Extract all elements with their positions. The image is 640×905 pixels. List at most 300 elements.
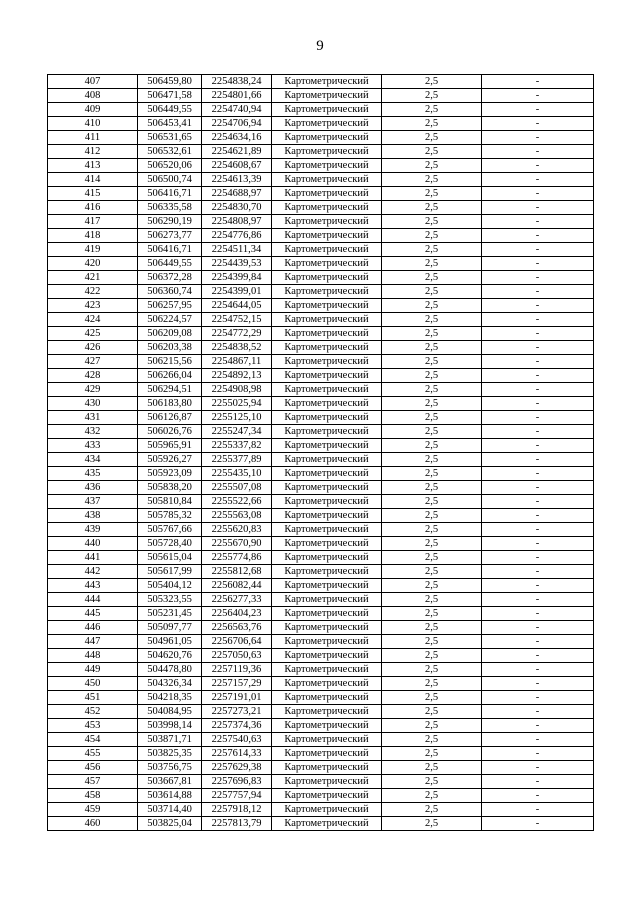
method-cell: Картометрический: [272, 131, 382, 145]
method-cell: Картометрический: [272, 495, 382, 509]
description-cell: -: [482, 355, 594, 369]
y-coordinate-cell: 2254908,98: [202, 383, 272, 397]
point-number-cell: 437: [48, 495, 138, 509]
description-cell: -: [482, 705, 594, 719]
description-cell: -: [482, 257, 594, 271]
point-number-cell: 446: [48, 621, 138, 635]
method-cell: Картометрический: [272, 89, 382, 103]
accuracy-cell: 2,5: [382, 327, 482, 341]
y-coordinate-cell: 2254740,94: [202, 103, 272, 117]
table-row: [48, 243, 594, 257]
table-row: [48, 453, 594, 467]
y-coordinate-cell: 2257614,33: [202, 747, 272, 761]
x-coordinate-cell: 503756,75: [138, 761, 202, 775]
x-coordinate-cell: 504326,34: [138, 677, 202, 691]
x-coordinate-cell: 506215,56: [138, 355, 202, 369]
point-number-cell: 430: [48, 397, 138, 411]
method-cell: Картометрический: [272, 327, 382, 341]
y-coordinate-cell: 2254801,66: [202, 89, 272, 103]
accuracy-cell: 2,5: [382, 635, 482, 649]
x-coordinate-cell: 506335,58: [138, 201, 202, 215]
x-coordinate-cell: 506273,77: [138, 229, 202, 243]
description-cell: -: [482, 481, 594, 495]
x-coordinate-cell: 506209,08: [138, 327, 202, 341]
method-cell: Картометрический: [272, 593, 382, 607]
y-coordinate-cell: 2254776,86: [202, 229, 272, 243]
description-cell: -: [482, 117, 594, 131]
accuracy-cell: 2,5: [382, 789, 482, 803]
table-row: [48, 677, 594, 691]
point-number-cell: 425: [48, 327, 138, 341]
accuracy-cell: 2,5: [382, 89, 482, 103]
x-coordinate-cell: 506416,71: [138, 243, 202, 257]
y-coordinate-cell: 2257757,94: [202, 789, 272, 803]
method-cell: Картометрический: [272, 775, 382, 789]
description-cell: -: [482, 467, 594, 481]
accuracy-cell: 2,5: [382, 117, 482, 131]
method-cell: Картометрический: [272, 467, 382, 481]
point-number-cell: 460: [48, 817, 138, 831]
accuracy-cell: 2,5: [382, 229, 482, 243]
x-coordinate-cell: 503825,35: [138, 747, 202, 761]
method-cell: Картометрический: [272, 747, 382, 761]
x-coordinate-cell: 505404,12: [138, 579, 202, 593]
accuracy-cell: 2,5: [382, 803, 482, 817]
x-coordinate-cell: 505838,20: [138, 481, 202, 495]
method-cell: Картометрический: [272, 621, 382, 635]
table-row: [48, 565, 594, 579]
method-cell: Картометрический: [272, 215, 382, 229]
table-row: [48, 89, 594, 103]
x-coordinate-cell: 506520,06: [138, 159, 202, 173]
accuracy-cell: 2,5: [382, 411, 482, 425]
method-cell: Картометрический: [272, 285, 382, 299]
table-row: [48, 145, 594, 159]
accuracy-cell: 2,5: [382, 509, 482, 523]
table-row: [48, 187, 594, 201]
x-coordinate-cell: 505231,45: [138, 607, 202, 621]
table-row: [48, 215, 594, 229]
accuracy-cell: 2,5: [382, 495, 482, 509]
accuracy-cell: 2,5: [382, 271, 482, 285]
accuracy-cell: 2,5: [382, 355, 482, 369]
method-cell: Картометрический: [272, 341, 382, 355]
point-number-cell: 442: [48, 565, 138, 579]
y-coordinate-cell: 2255025,94: [202, 397, 272, 411]
table-row: [48, 271, 594, 285]
method-cell: Картометрический: [272, 103, 382, 117]
description-cell: -: [482, 495, 594, 509]
accuracy-cell: 2,5: [382, 439, 482, 453]
point-number-cell: 455: [48, 747, 138, 761]
accuracy-cell: 2,5: [382, 537, 482, 551]
point-number-cell: 440: [48, 537, 138, 551]
x-coordinate-cell: 504961,05: [138, 635, 202, 649]
accuracy-cell: 2,5: [382, 313, 482, 327]
table-row: [48, 803, 594, 817]
y-coordinate-cell: 2256563,76: [202, 621, 272, 635]
x-coordinate-cell: 505767,66: [138, 523, 202, 537]
x-coordinate-cell: 503667,81: [138, 775, 202, 789]
x-coordinate-cell: 506372,28: [138, 271, 202, 285]
y-coordinate-cell: 2257374,36: [202, 719, 272, 733]
method-cell: Картометрический: [272, 649, 382, 663]
method-cell: Картометрический: [272, 789, 382, 803]
table-row: [48, 719, 594, 733]
table-row: [48, 537, 594, 551]
point-number-cell: 450: [48, 677, 138, 691]
y-coordinate-cell: 2255125,10: [202, 411, 272, 425]
y-coordinate-cell: 2254892,13: [202, 369, 272, 383]
method-cell: Картометрический: [272, 173, 382, 187]
x-coordinate-cell: 506449,55: [138, 103, 202, 117]
accuracy-cell: 2,5: [382, 649, 482, 663]
y-coordinate-cell: 2254772,29: [202, 327, 272, 341]
x-coordinate-cell: 506203,38: [138, 341, 202, 355]
accuracy-cell: 2,5: [382, 677, 482, 691]
table-row: [48, 117, 594, 131]
description-cell: -: [482, 747, 594, 761]
description-cell: -: [482, 173, 594, 187]
accuracy-cell: 2,5: [382, 607, 482, 621]
x-coordinate-cell: 503614,88: [138, 789, 202, 803]
table-row: [48, 285, 594, 299]
x-coordinate-cell: 505097,77: [138, 621, 202, 635]
y-coordinate-cell: 2256706,64: [202, 635, 272, 649]
method-cell: Картометрический: [272, 439, 382, 453]
x-coordinate-cell: 504218,35: [138, 691, 202, 705]
x-coordinate-cell: 506026,76: [138, 425, 202, 439]
description-cell: -: [482, 509, 594, 523]
table-row: [48, 425, 594, 439]
accuracy-cell: 2,5: [382, 201, 482, 215]
method-cell: Картометрический: [272, 201, 382, 215]
point-number-cell: 433: [48, 439, 138, 453]
method-cell: Картометрический: [272, 229, 382, 243]
accuracy-cell: 2,5: [382, 215, 482, 229]
point-number-cell: 448: [48, 649, 138, 663]
accuracy-cell: 2,5: [382, 243, 482, 257]
table-row: [48, 75, 594, 89]
table-row: [48, 817, 594, 831]
method-cell: Картометрический: [272, 761, 382, 775]
table-row: [48, 257, 594, 271]
point-number-cell: 444: [48, 593, 138, 607]
point-number-cell: 422: [48, 285, 138, 299]
point-number-cell: 431: [48, 411, 138, 425]
accuracy-cell: 2,5: [382, 75, 482, 89]
table-row: [48, 411, 594, 425]
accuracy-cell: 2,5: [382, 523, 482, 537]
method-cell: Картометрический: [272, 579, 382, 593]
method-cell: Картометрический: [272, 145, 382, 159]
x-coordinate-cell: 504620,76: [138, 649, 202, 663]
accuracy-cell: 2,5: [382, 145, 482, 159]
description-cell: -: [482, 229, 594, 243]
accuracy-cell: 2,5: [382, 453, 482, 467]
point-number-cell: 457: [48, 775, 138, 789]
y-coordinate-cell: 2254706,94: [202, 117, 272, 131]
accuracy-cell: 2,5: [382, 817, 482, 831]
accuracy-cell: 2,5: [382, 397, 482, 411]
description-cell: -: [482, 663, 594, 677]
description-cell: -: [482, 789, 594, 803]
point-number-cell: 411: [48, 131, 138, 145]
method-cell: Картометрический: [272, 719, 382, 733]
description-cell: -: [482, 677, 594, 691]
table-row: [48, 733, 594, 747]
y-coordinate-cell: 2255507,08: [202, 481, 272, 495]
table-row: [48, 607, 594, 621]
y-coordinate-cell: 2255435,10: [202, 467, 272, 481]
point-number-cell: 424: [48, 313, 138, 327]
method-cell: Картометрический: [272, 299, 382, 313]
point-number-cell: 452: [48, 705, 138, 719]
y-coordinate-cell: 2254644,05: [202, 299, 272, 313]
description-cell: -: [482, 649, 594, 663]
coordinates-table-body: [48, 75, 594, 831]
accuracy-cell: 2,5: [382, 383, 482, 397]
y-coordinate-cell: 2254867,11: [202, 355, 272, 369]
point-number-cell: 451: [48, 691, 138, 705]
y-coordinate-cell: 2255247,34: [202, 425, 272, 439]
description-cell: -: [482, 425, 594, 439]
method-cell: Картометрический: [272, 607, 382, 621]
method-cell: Картометрический: [272, 383, 382, 397]
description-cell: -: [482, 341, 594, 355]
point-number-cell: 456: [48, 761, 138, 775]
y-coordinate-cell: 2256277,33: [202, 593, 272, 607]
method-cell: Картометрический: [272, 425, 382, 439]
y-coordinate-cell: 2254608,67: [202, 159, 272, 173]
x-coordinate-cell: 505617,99: [138, 565, 202, 579]
point-number-cell: 453: [48, 719, 138, 733]
y-coordinate-cell: 2254808,97: [202, 215, 272, 229]
description-cell: -: [482, 201, 594, 215]
point-number-cell: 458: [48, 789, 138, 803]
point-number-cell: 436: [48, 481, 138, 495]
method-cell: Картометрический: [272, 271, 382, 285]
point-number-cell: 412: [48, 145, 138, 159]
accuracy-cell: 2,5: [382, 593, 482, 607]
description-cell: -: [482, 579, 594, 593]
y-coordinate-cell: 2257050,63: [202, 649, 272, 663]
description-cell: -: [482, 733, 594, 747]
x-coordinate-cell: 505965,91: [138, 439, 202, 453]
point-number-cell: 443: [48, 579, 138, 593]
point-number-cell: 417: [48, 215, 138, 229]
table-row: [48, 593, 594, 607]
y-coordinate-cell: 2257813,79: [202, 817, 272, 831]
description-cell: -: [482, 775, 594, 789]
table-row: [48, 467, 594, 481]
accuracy-cell: 2,5: [382, 747, 482, 761]
point-number-cell: 449: [48, 663, 138, 677]
table-row: [48, 439, 594, 453]
method-cell: Картометрический: [272, 565, 382, 579]
y-coordinate-cell: 2254752,15: [202, 313, 272, 327]
point-number-cell: 428: [48, 369, 138, 383]
method-cell: Картометрический: [272, 75, 382, 89]
y-coordinate-cell: 2254439,53: [202, 257, 272, 271]
accuracy-cell: 2,5: [382, 285, 482, 299]
accuracy-cell: 2,5: [382, 691, 482, 705]
description-cell: -: [482, 285, 594, 299]
y-coordinate-cell: 2255522,66: [202, 495, 272, 509]
accuracy-cell: 2,5: [382, 173, 482, 187]
table-row: [48, 495, 594, 509]
y-coordinate-cell: 2255377,89: [202, 453, 272, 467]
y-coordinate-cell: 2254838,52: [202, 341, 272, 355]
accuracy-cell: 2,5: [382, 565, 482, 579]
accuracy-cell: 2,5: [382, 299, 482, 313]
method-cell: Картометрический: [272, 691, 382, 705]
description-cell: -: [482, 327, 594, 341]
table-row: [48, 789, 594, 803]
description-cell: -: [482, 187, 594, 201]
y-coordinate-cell: 2254511,34: [202, 243, 272, 257]
accuracy-cell: 2,5: [382, 103, 482, 117]
point-number-cell: 432: [48, 425, 138, 439]
point-number-cell: 415: [48, 187, 138, 201]
description-cell: -: [482, 719, 594, 733]
x-coordinate-cell: 506416,71: [138, 187, 202, 201]
accuracy-cell: 2,5: [382, 705, 482, 719]
point-number-cell: 419: [48, 243, 138, 257]
description-cell: -: [482, 411, 594, 425]
x-coordinate-cell: 506126,87: [138, 411, 202, 425]
x-coordinate-cell: 504478,80: [138, 663, 202, 677]
description-cell: -: [482, 271, 594, 285]
x-coordinate-cell: 503825,04: [138, 817, 202, 831]
description-cell: -: [482, 439, 594, 453]
point-number-cell: 434: [48, 453, 138, 467]
description-cell: -: [482, 299, 594, 313]
table-row: [48, 355, 594, 369]
y-coordinate-cell: 2255670,90: [202, 537, 272, 551]
method-cell: Картометрический: [272, 117, 382, 131]
x-coordinate-cell: 506459,80: [138, 75, 202, 89]
accuracy-cell: 2,5: [382, 481, 482, 495]
accuracy-cell: 2,5: [382, 467, 482, 481]
method-cell: Картометрический: [272, 663, 382, 677]
accuracy-cell: 2,5: [382, 341, 482, 355]
point-number-cell: 421: [48, 271, 138, 285]
x-coordinate-cell: 504084,95: [138, 705, 202, 719]
method-cell: Картометрический: [272, 187, 382, 201]
x-coordinate-cell: 505785,32: [138, 509, 202, 523]
table-row: [48, 747, 594, 761]
point-number-cell: 445: [48, 607, 138, 621]
x-coordinate-cell: 506183,80: [138, 397, 202, 411]
method-cell: Картометрический: [272, 397, 382, 411]
method-cell: Картометрический: [272, 733, 382, 747]
accuracy-cell: 2,5: [382, 187, 482, 201]
y-coordinate-cell: 2254621,89: [202, 145, 272, 159]
y-coordinate-cell: 2255620,83: [202, 523, 272, 537]
point-number-cell: 438: [48, 509, 138, 523]
x-coordinate-cell: 506257,95: [138, 299, 202, 313]
point-number-cell: 441: [48, 551, 138, 565]
table-row: [48, 691, 594, 705]
x-coordinate-cell: 505923,09: [138, 467, 202, 481]
x-coordinate-cell: 506266,04: [138, 369, 202, 383]
page-number: 9: [316, 38, 324, 54]
method-cell: Картометрический: [272, 453, 382, 467]
point-number-cell: 410: [48, 117, 138, 131]
table-row: [48, 775, 594, 789]
method-cell: Картометрический: [272, 705, 382, 719]
method-cell: Картометрический: [272, 355, 382, 369]
x-coordinate-cell: 506453,41: [138, 117, 202, 131]
y-coordinate-cell: 2255812,68: [202, 565, 272, 579]
table-row: [48, 649, 594, 663]
description-cell: -: [482, 803, 594, 817]
table-row: [48, 761, 594, 775]
accuracy-cell: 2,5: [382, 369, 482, 383]
y-coordinate-cell: 2254634,16: [202, 131, 272, 145]
y-coordinate-cell: 2254688,97: [202, 187, 272, 201]
y-coordinate-cell: 2254838,24: [202, 75, 272, 89]
table-row: [48, 509, 594, 523]
table-row: [48, 705, 594, 719]
point-number-cell: 429: [48, 383, 138, 397]
accuracy-cell: 2,5: [382, 775, 482, 789]
description-cell: -: [482, 453, 594, 467]
table-row: [48, 229, 594, 243]
table-row: [48, 173, 594, 187]
point-number-cell: 408: [48, 89, 138, 103]
accuracy-cell: 2,5: [382, 257, 482, 271]
accuracy-cell: 2,5: [382, 761, 482, 775]
method-cell: Картометрический: [272, 411, 382, 425]
table-row: [48, 397, 594, 411]
point-number-cell: 454: [48, 733, 138, 747]
accuracy-cell: 2,5: [382, 719, 482, 733]
y-coordinate-cell: 2255563,08: [202, 509, 272, 523]
y-coordinate-cell: 2256082,44: [202, 579, 272, 593]
y-coordinate-cell: 2257119,36: [202, 663, 272, 677]
y-coordinate-cell: 2255337,82: [202, 439, 272, 453]
x-coordinate-cell: 506500,74: [138, 173, 202, 187]
x-coordinate-cell: 506224,57: [138, 313, 202, 327]
point-number-cell: 423: [48, 299, 138, 313]
table-row: [48, 201, 594, 215]
table-row: [48, 621, 594, 635]
point-number-cell: 409: [48, 103, 138, 117]
table-row: [48, 159, 594, 173]
point-number-cell: 435: [48, 467, 138, 481]
description-cell: -: [482, 145, 594, 159]
table-row: [48, 341, 594, 355]
y-coordinate-cell: 2257273,21: [202, 705, 272, 719]
method-cell: Картометрический: [272, 159, 382, 173]
table-row: [48, 579, 594, 593]
description-cell: -: [482, 313, 594, 327]
accuracy-cell: 2,5: [382, 579, 482, 593]
table-row: [48, 383, 594, 397]
point-number-cell: 427: [48, 355, 138, 369]
description-cell: -: [482, 523, 594, 537]
y-coordinate-cell: 2257157,29: [202, 677, 272, 691]
y-coordinate-cell: 2255774,86: [202, 551, 272, 565]
description-cell: -: [482, 243, 594, 257]
x-coordinate-cell: 506532,61: [138, 145, 202, 159]
table-row: [48, 523, 594, 537]
accuracy-cell: 2,5: [382, 425, 482, 439]
description-cell: -: [482, 383, 594, 397]
description-cell: -: [482, 89, 594, 103]
